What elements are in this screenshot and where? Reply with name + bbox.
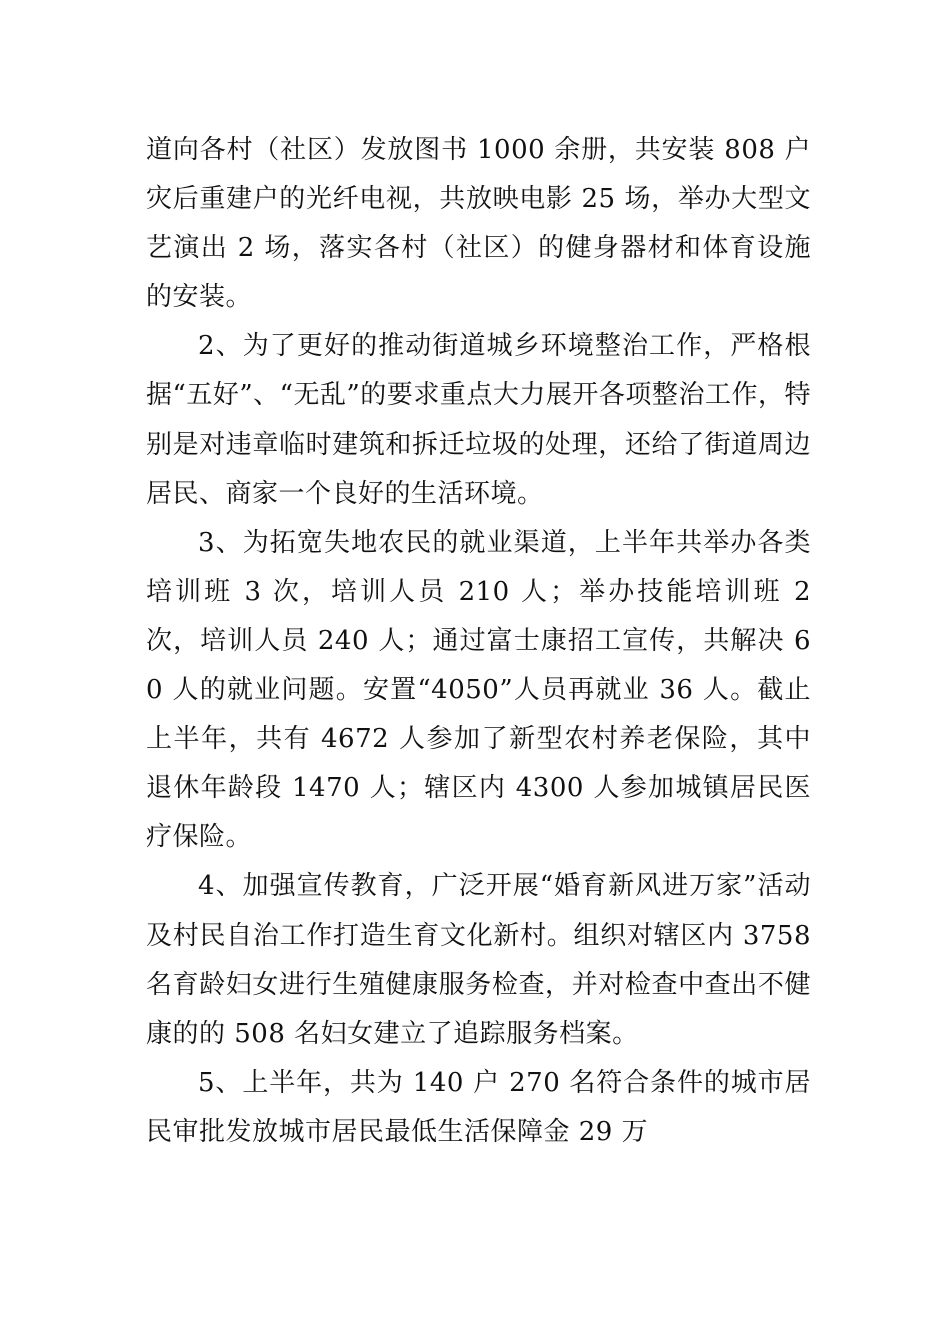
paragraph-continuation: 道向各村（社区）发放图书 1000 余册，共安装 808 户灾后重建户的光纤电视，共放映电影 25 场，举办大型文艺演出 2 场，落实各村（社区）的健身器材和体育设施的安装。: [146, 135, 811, 313]
document-body: [146, 126, 811, 1157]
paragraph-item-5: 5、上半年，共为 140 户 270 名符合条件的城市居民审批发放城市居民最低生活保障金 29 万: [146, 1067, 811, 1147]
paragraph-item-4: 4、加强宣传教育，广泛开展“婚育新风进万家”活动及村民自治工作打造生育文化新村。组织对辖区内 3758 名育龄妇女进行生殖健康服务检查，并对检查中查出不健康的的 508 名妇女建立了追踪服务档案。: [146, 871, 811, 1049]
paragraph-item-2: 2、为了更好的推动街道城乡环境整治工作，严格根据“五好”、“无乱”的要求重点大力展开各项整治工作，特别是对违章临时建筑和拆迁垃圾的处理，还给了街道周边居民、商家一个良好的生活环境。: [146, 331, 811, 509]
paragraph-item-3: 3、为拓宽失地农民的就业渠道，上半年共举办各类培训班 3 次，培训人员 210 人；举办技能培训班 2 次，培训人员 240 人；通过富士康招工宣传，共解决 60 人的就业问题。安置“4050”人员再就业 36 人。截止上半年，共有 4672 人参加了新型农村养老保险，其中退休年龄段 1470 人；辖区内 4300 人参加城镇居民医疗保险。: [146, 527, 811, 853]
